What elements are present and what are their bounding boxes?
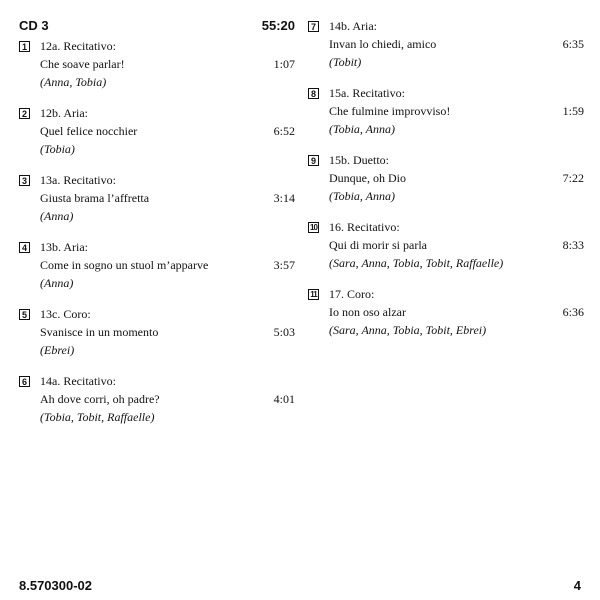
track-title: 13a. Recitativo: <box>40 173 116 187</box>
track-2 <box>19 107 295 174</box>
track-number-badge: 3 <box>19 175 30 186</box>
track-text: Che fulmine improvviso! <box>329 104 451 118</box>
track-text: Ah dove corri, oh padre? <box>40 392 160 406</box>
cd-label: CD 3 <box>19 18 49 33</box>
track-number-badge: 11 <box>308 289 319 300</box>
track-duration: 8:33 <box>562 238 584 252</box>
track-number-badge: 7 <box>308 21 319 32</box>
track-singers: (Anna) <box>40 209 74 223</box>
track-singers: (Sara, Anna, Tobia, Tobit, Raffaelle) <box>329 256 504 270</box>
track-text: Che soave parlar! <box>40 57 125 71</box>
track-text: Qui di morir si parla <box>329 238 427 252</box>
right-track-list <box>308 20 584 355</box>
track-10 <box>308 221 584 288</box>
track-duration: 1:59 <box>562 104 584 118</box>
track-duration: 6:52 <box>273 124 295 138</box>
catalog-number: 8.570300-02 <box>19 578 93 593</box>
track-5 <box>19 308 295 375</box>
track-text: Come in sogno un stuol m’apparve <box>40 258 209 272</box>
track-text: Quel felice nocchier <box>40 124 138 138</box>
track-singers: (Tobit) <box>329 55 362 69</box>
track-6 <box>19 375 295 442</box>
track-singers: (Tobia, Tobit, Raffaelle) <box>40 410 155 424</box>
cd-header <box>19 18 295 34</box>
track-title: 14a. Recitativo: <box>40 374 116 388</box>
track-title: 15a. Recitativo: <box>329 86 405 100</box>
track-duration: 6:35 <box>562 37 584 51</box>
track-number-badge: 10 <box>308 222 319 233</box>
track-number-badge: 2 <box>19 108 30 119</box>
track-number-badge: 9 <box>308 155 319 166</box>
track-title: 16. Recitativo: <box>329 220 400 234</box>
track-number-badge: 4 <box>19 242 30 253</box>
track-singers: (Sara, Anna, Tobia, Tobit, Ebrei) <box>329 323 487 337</box>
track-duration: 4:01 <box>273 392 295 406</box>
track-title: 14b. Aria: <box>329 19 377 33</box>
track-7 <box>308 20 584 87</box>
page-number: 4 <box>573 578 581 593</box>
track-text: Giusta brama l’affretta <box>40 191 150 205</box>
track-duration: 5:03 <box>273 325 295 339</box>
track-title: 12b. Aria: <box>40 106 88 120</box>
track-duration: 3:57 <box>273 258 295 272</box>
track-1 <box>19 40 295 107</box>
track-duration: 3:14 <box>273 191 295 205</box>
track-title: 13c. Coro: <box>40 307 91 321</box>
track-title: 12a. Recitativo: <box>40 39 116 53</box>
track-number-badge: 8 <box>308 88 319 99</box>
track-text: Io non oso alzar <box>329 305 406 319</box>
track-number-badge: 5 <box>19 309 30 320</box>
track-duration: 6:36 <box>562 305 584 319</box>
track-title: 15b. Duetto: <box>329 153 389 167</box>
track-singers: (Tobia, Anna) <box>329 122 396 136</box>
track-number-badge: 1 <box>19 41 30 52</box>
track-text: Invan lo chiedi, amico <box>329 37 437 51</box>
track-singers: (Anna) <box>40 276 74 290</box>
track-number-badge: 6 <box>19 376 30 387</box>
track-singers: (Ebrei) <box>40 343 75 357</box>
track-4 <box>19 241 295 308</box>
track-3 <box>19 174 295 241</box>
track-title: 17. Coro: <box>329 287 375 301</box>
track-text: Dunque, oh Dio <box>329 171 406 185</box>
track-singers: (Tobia, Anna) <box>329 189 396 203</box>
track-11 <box>308 288 584 355</box>
track-text: Svanisce in un momento <box>40 325 159 339</box>
track-duration: 1:07 <box>273 57 295 71</box>
track-singers: (Anna, Tobia) <box>40 75 107 89</box>
track-singers: (Tobia) <box>40 142 75 156</box>
left-track-list <box>19 40 295 442</box>
track-duration: 7:22 <box>562 171 584 185</box>
track-title: 13b. Aria: <box>40 240 88 254</box>
track-9 <box>308 154 584 221</box>
track-8 <box>308 87 584 154</box>
cd-total-time: 55:20 <box>261 18 295 33</box>
